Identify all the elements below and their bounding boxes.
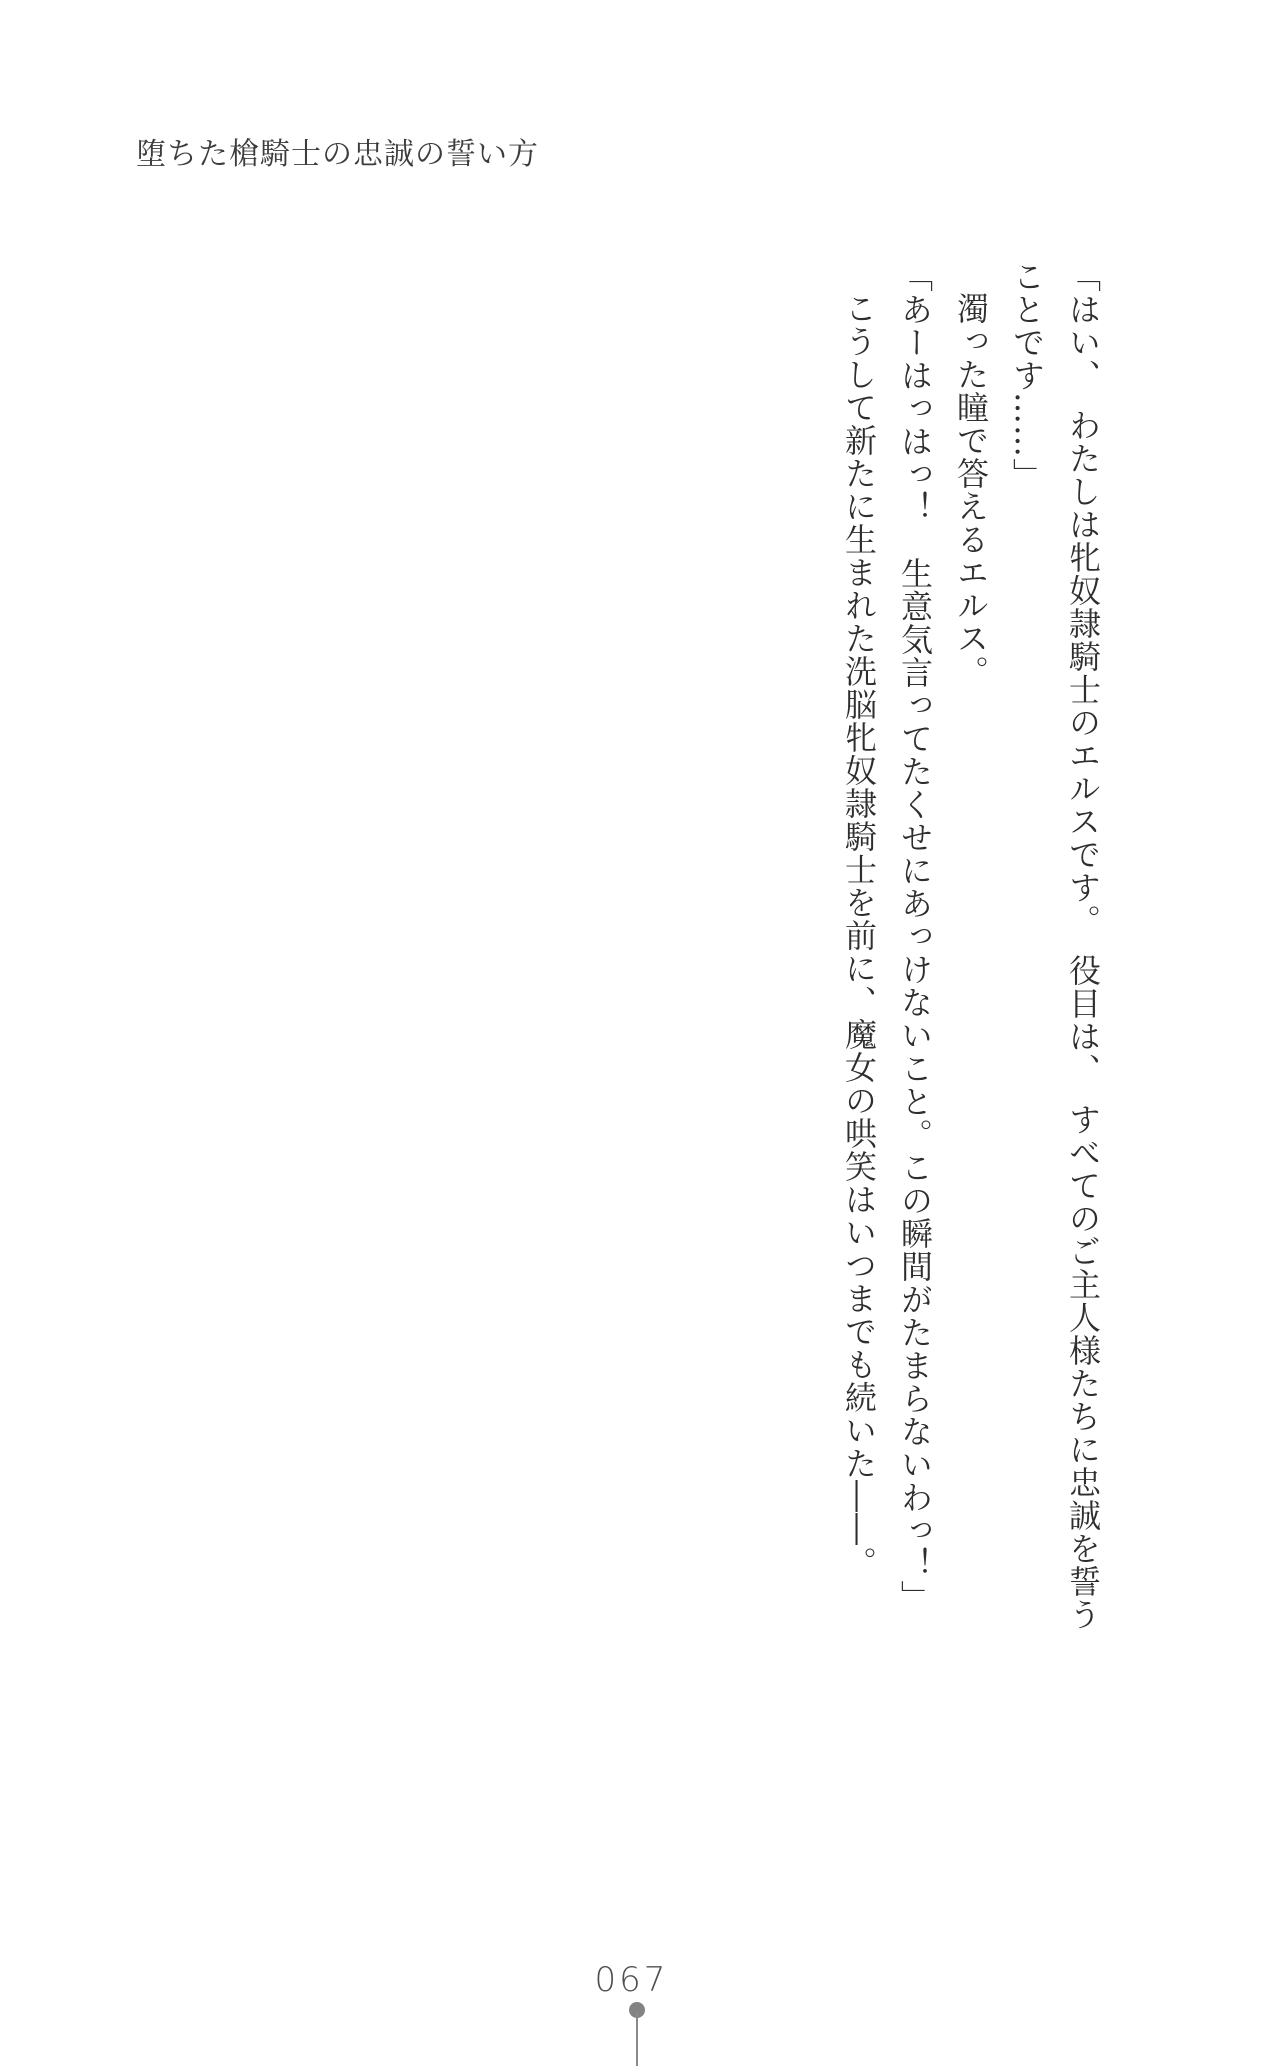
- running-header-title: 堕ちた槍騎士の忠誠の誓い方: [136, 137, 539, 172]
- vertical-text-block: [831, 260, 1111, 1660]
- page-number: 067: [594, 1960, 669, 2000]
- footer-tail-line: [636, 2012, 638, 2066]
- text-line: 「あーはっはっ！ 生意気言ってたくせにあっけないこと。この瞬間がたまらないわっ！」: [896, 260, 934, 1613]
- text-line: 「はい、 わたしは牝奴隷騎士のエルスです。 役目は、 すべてのご主人様たちに忠誠を誓う: [1064, 260, 1102, 1631]
- text-line: ことです……」: [1008, 260, 1046, 491]
- text-line: こうして新たに生まれた洗脳牝奴隷騎士を前に、魔女の哄笑はいつまでも続いた――。: [840, 292, 878, 1579]
- text-line: 濁った瞳で答えるエルス。: [952, 292, 990, 688]
